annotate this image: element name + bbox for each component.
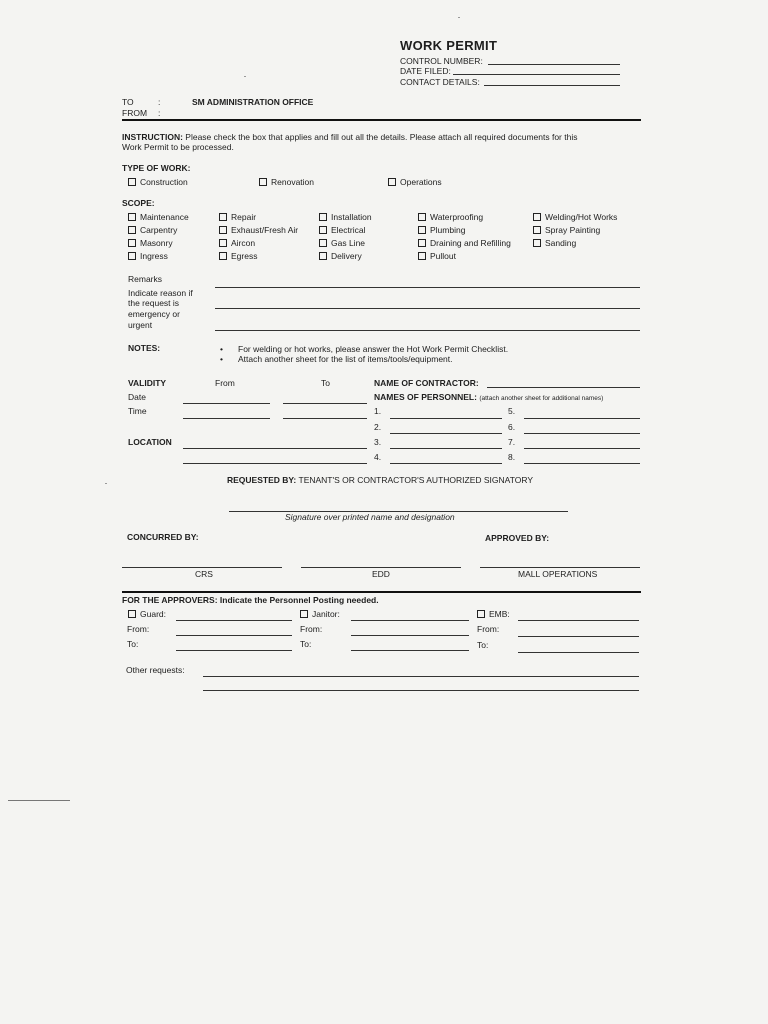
- time-to-field[interactable]: [283, 418, 367, 419]
- personnel-label: NAMES OF PERSONNEL: (attach another sheet for additional names): [374, 392, 604, 402]
- checkbox-icon[interactable]: [533, 213, 541, 221]
- scope-option[interactable]: Repair: [219, 212, 256, 222]
- checkbox-icon[interactable]: [533, 226, 541, 234]
- janitor-from-label: From:: [300, 624, 323, 634]
- checkbox-icon[interactable]: [219, 252, 227, 260]
- scope-option[interactable]: Masonry: [128, 238, 173, 248]
- validity-label: VALIDITY: [128, 378, 167, 388]
- date-to-field[interactable]: [283, 403, 367, 404]
- other-requests-label: Other requests:: [126, 665, 185, 675]
- scope-option[interactable]: Ingress: [128, 251, 168, 261]
- personnel-field[interactable]: [390, 448, 502, 449]
- notes-item: • For welding or hot works, please answer the Hot Work Permit Checklist.: [238, 344, 508, 354]
- guard-field[interactable]: [176, 620, 292, 621]
- type-option-operations[interactable]: Operations: [388, 177, 442, 187]
- approvers-label: FOR THE APPROVERS: Indicate the Personnel Posting needed.: [122, 595, 379, 605]
- to-colon: :: [158, 97, 161, 107]
- emb-from-label: From:: [477, 624, 500, 634]
- personnel-number: 5.: [508, 406, 516, 416]
- crs-label: CRS: [195, 569, 213, 579]
- checkbox-icon[interactable]: [533, 239, 541, 247]
- scope-option[interactable]: Installation: [319, 212, 372, 222]
- guard-option[interactable]: Guard:: [128, 609, 166, 619]
- remarks-reason-line: Indicate reason if: [128, 288, 193, 298]
- scope-option[interactable]: Aircon: [219, 238, 255, 248]
- signature-caption: Signature over printed name and designation: [285, 512, 455, 522]
- checkbox-icon[interactable]: [418, 213, 426, 221]
- contractor-name-label: NAME OF CONTRACTOR:: [374, 378, 479, 388]
- control-number-label: CONTROL NUMBER:: [400, 56, 483, 66]
- personnel-field[interactable]: [524, 448, 640, 449]
- personnel-number: 6.: [508, 422, 516, 432]
- guard-from-field[interactable]: [176, 635, 292, 636]
- remarks-reason-line: emergency or: [128, 309, 180, 319]
- remarks-reason-line: the request is: [128, 298, 180, 308]
- checkbox-icon[interactable]: [128, 252, 136, 260]
- checkbox-icon[interactable]: [128, 226, 136, 234]
- remarks-field-line[interactable]: [215, 308, 640, 309]
- personnel-number: 3.: [374, 437, 382, 447]
- emb-field[interactable]: [518, 620, 639, 621]
- from-label: FROM: [122, 108, 148, 118]
- validity-time-label: Time: [128, 406, 147, 416]
- contractor-name-field[interactable]: [487, 387, 640, 388]
- janitor-field[interactable]: [351, 620, 469, 621]
- guard-to-label: To:: [127, 639, 139, 649]
- page-title: WORK PERMIT: [400, 38, 498, 53]
- emb-from-field[interactable]: [518, 636, 639, 637]
- checkbox-icon[interactable]: [418, 252, 426, 260]
- scope-option[interactable]: Welding/Hot Works: [533, 212, 617, 222]
- instruction-line-2: Work Permit to be processed.: [122, 142, 234, 152]
- location-label: LOCATION: [128, 437, 172, 447]
- header-divider: [122, 119, 641, 121]
- personnel-field[interactable]: [390, 433, 502, 434]
- checkbox-icon[interactable]: [319, 239, 327, 247]
- notes-item: • Attach another sheet for the list of items/tools/equipment.: [238, 354, 453, 364]
- checkbox-icon[interactable]: [128, 610, 136, 618]
- scope-option[interactable]: Waterproofing: [418, 212, 483, 222]
- checkbox-icon[interactable]: [259, 178, 267, 186]
- checkbox-icon[interactable]: [128, 239, 136, 247]
- checkbox-icon[interactable]: [128, 213, 136, 221]
- edd-label: EDD: [372, 569, 390, 579]
- personnel-field[interactable]: [390, 418, 502, 419]
- checkbox-icon[interactable]: [300, 610, 308, 618]
- approved-by-label: APPROVED BY:: [485, 533, 550, 543]
- type-option-renovation[interactable]: Renovation: [259, 177, 314, 187]
- concurred-by-label: CONCURRED BY:: [127, 532, 199, 542]
- time-from-field[interactable]: [183, 418, 270, 419]
- checkbox-icon[interactable]: [219, 239, 227, 247]
- validity-date-label: Date: [128, 392, 146, 402]
- other-requests-field[interactable]: [203, 676, 639, 677]
- emb-option[interactable]: EMB:: [477, 609, 510, 619]
- scan-speck: [105, 483, 107, 484]
- scope-option[interactable]: Delivery: [319, 251, 362, 261]
- scope-option[interactable]: Plumbing: [418, 225, 465, 235]
- contact-details-field[interactable]: [484, 85, 620, 86]
- janitor-to-field[interactable]: [351, 650, 469, 651]
- scan-speck: [244, 76, 246, 77]
- checkbox-icon[interactable]: [219, 226, 227, 234]
- other-requests-field[interactable]: [203, 690, 639, 691]
- scope-option[interactable]: Sanding: [533, 238, 576, 248]
- personnel-field[interactable]: [390, 463, 502, 464]
- date-filed-field[interactable]: [453, 74, 620, 75]
- checkbox-icon[interactable]: [388, 178, 396, 186]
- scope-option[interactable]: Maintenance: [128, 212, 189, 222]
- personnel-number: 4.: [374, 452, 382, 462]
- janitor-from-field[interactable]: [351, 635, 469, 636]
- personnel-field[interactable]: [524, 418, 640, 419]
- to-value: SM ADMINISTRATION OFFICE: [192, 97, 314, 107]
- remarks-field-line[interactable]: [215, 287, 640, 288]
- personnel-number: 7.: [508, 437, 516, 447]
- to-label: TO: [122, 97, 134, 107]
- scan-speck: [458, 17, 460, 18]
- location-field[interactable]: [183, 448, 367, 449]
- guard-from-label: From:: [127, 624, 150, 634]
- requested-by-line: REQUESTED BY: TENANT'S OR CONTRACTOR'S AUTHORIZED SIGNATORY: [227, 475, 534, 485]
- guard-to-field[interactable]: [176, 650, 292, 651]
- mall-operations-label: MALL OPERATIONS: [518, 569, 598, 579]
- scope-option[interactable]: Electrical: [319, 225, 365, 235]
- personnel-number: 1.: [374, 406, 382, 416]
- personnel-number: 2.: [374, 422, 382, 432]
- instruction-line-1: INSTRUCTION: Please check the box that applies and fill out all the details. Please attach all required documents for this: [122, 132, 578, 142]
- date-from-field[interactable]: [183, 403, 270, 404]
- checkbox-icon[interactable]: [418, 239, 426, 247]
- personnel-field[interactable]: [524, 433, 640, 434]
- validity-from-label: From: [215, 378, 235, 388]
- notes-label: NOTES:: [128, 343, 161, 353]
- emb-to-field[interactable]: [518, 652, 639, 653]
- checkbox-icon[interactable]: [128, 178, 136, 186]
- contact-details-label: CONTACT DETAILS:: [400, 77, 480, 87]
- scope-option[interactable]: Gas Line: [319, 238, 365, 248]
- remarks-label: Remarks: [128, 274, 163, 284]
- remarks-reason-line: urgent: [128, 320, 153, 330]
- approvers-divider: [122, 591, 641, 593]
- scope-option[interactable]: Carpentry: [128, 225, 177, 235]
- type-option-construction[interactable]: Construction: [128, 177, 188, 187]
- scope-option[interactable]: Pullout: [418, 251, 456, 261]
- scope-label: SCOPE:: [122, 198, 155, 208]
- checkbox-icon[interactable]: [319, 226, 327, 234]
- mall-operations-signature-field[interactable]: [480, 567, 640, 568]
- from-colon: :: [158, 108, 161, 118]
- scope-option[interactable]: Spray Painting: [533, 225, 600, 235]
- validity-to-label: To: [321, 378, 330, 388]
- emb-to-label: To:: [477, 640, 489, 650]
- checkbox-icon[interactable]: [219, 213, 227, 221]
- checkbox-icon[interactable]: [418, 226, 426, 234]
- type-of-work-label: TYPE OF WORK:: [122, 163, 191, 173]
- checkbox-icon[interactable]: [319, 252, 327, 260]
- date-filed-label: DATE FILED:: [400, 66, 451, 76]
- checkbox-icon[interactable]: [319, 213, 327, 221]
- scan-mark: [8, 800, 70, 801]
- scope-option[interactable]: Egress: [219, 251, 257, 261]
- personnel-field[interactable]: [524, 463, 640, 464]
- scope-option[interactable]: Draining and Refilling: [418, 238, 511, 248]
- control-number-field[interactable]: [488, 64, 620, 65]
- location-field[interactable]: [183, 463, 367, 464]
- crs-signature-field[interactable]: [122, 567, 282, 568]
- janitor-to-label: To:: [300, 639, 312, 649]
- janitor-option[interactable]: Janitor:: [300, 609, 340, 619]
- remarks-field-line[interactable]: [215, 330, 640, 331]
- checkbox-icon[interactable]: [477, 610, 485, 618]
- edd-signature-field[interactable]: [301, 567, 461, 568]
- scope-option[interactable]: Exhaust/Fresh Air: [219, 225, 298, 235]
- personnel-number: 8.: [508, 452, 516, 462]
